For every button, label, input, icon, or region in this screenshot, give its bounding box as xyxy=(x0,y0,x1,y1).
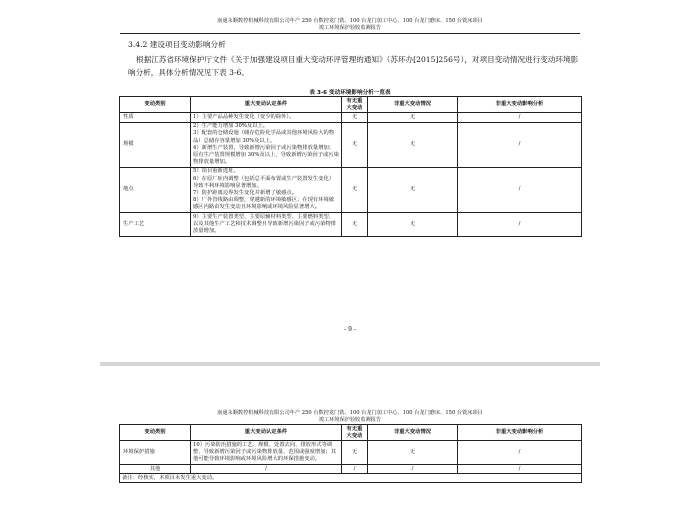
section-title: 3.4.2 建设项目变动影响分析 xyxy=(128,40,226,49)
condition-item: 9）主要生产装置类型、主要原辅材料类型、主要燃料类型、以及其他生产工艺和技术调整且导致新增污染因子或污染物排放量增加。 xyxy=(193,213,337,234)
row-category: 环境保护措施 xyxy=(120,441,191,465)
row-minor: 无 xyxy=(368,213,458,237)
table-row xyxy=(120,122,582,167)
table-note: 备注：经核实，本项目未发生重大变动。 xyxy=(120,474,582,483)
row-major: 无 xyxy=(342,213,368,237)
condition-item: 4）新增生产装置，导致新增污染因子或污染物排放量增加；原有生产装置规模增加 30%及以上，导致新增污染因子或污染物排放量增加。 xyxy=(193,144,339,166)
condition-item: 6）在原厂址内调整（包括总平面布置或生产装置发生变化）导致不利环境影响显著增加。 xyxy=(193,175,335,189)
header-line-1: 南通永顺数控机械科技有限公司年产 250 台数控龙门铣、100 台龙门加工中心、100 台龙门磨床、150 台铣床项目 xyxy=(217,18,483,24)
row-major: / xyxy=(342,465,368,474)
row-minor: 无 xyxy=(368,113,458,122)
row-minor: / xyxy=(368,465,458,474)
table-caption: 表 3-6 变动环境影响分析一览表 xyxy=(309,90,391,96)
row-minor: 无 xyxy=(368,441,458,465)
page-separator xyxy=(0,358,700,370)
header-line-1: 南通永顺数控机械科技有限公司年产 250 台数控龙门铣、100 台龙门加工中心、100 台龙门磨床、150 台铣床项目 xyxy=(217,410,483,416)
row-category: 生产工艺 xyxy=(120,213,191,237)
row-analysis: / xyxy=(458,122,582,167)
header-analysis: 非重大变动影响分析 xyxy=(458,425,582,441)
change-analysis-table-continued xyxy=(119,424,582,483)
row-minor: 无 xyxy=(368,167,458,212)
row-major: 无 xyxy=(342,122,368,167)
header-major: 有无重大变动 xyxy=(342,97,368,113)
row-minor: 无 xyxy=(368,122,458,167)
table-row xyxy=(120,113,582,122)
row-category: 地点 xyxy=(120,167,191,212)
row-conditions xyxy=(191,167,342,212)
header-category: 变动类别 xyxy=(120,425,191,441)
condition-item: 10）污染防治措施的工艺、规模、处置去向、排放形式等调整，导致新增污染因子或污染物排放量、范围或强度增加；其他可能导致环境影响或环境风险增大的环保措施变动。 xyxy=(193,441,337,463)
condition-item: 1）主要产品品种发生变化（变少的除外）。 xyxy=(193,113,295,120)
row-major: 无 xyxy=(342,441,368,465)
header-condition: 重大变动认定条件 xyxy=(191,97,342,113)
row-conditions xyxy=(191,441,342,465)
table-row xyxy=(120,213,582,237)
header-line-2: 竣工环境保护验收监测报告 xyxy=(318,417,382,423)
row-analysis: / xyxy=(458,213,582,237)
header-minor: 非重大变动情况 xyxy=(368,97,458,113)
table-header-row xyxy=(120,97,582,113)
document-page-2 xyxy=(0,372,700,525)
condition-item: / xyxy=(265,465,267,472)
header-condition: 重大变动认定条件 xyxy=(191,425,342,441)
page-header xyxy=(120,18,580,32)
condition-item: 3）配套的仓储设施（储存危险化学品或其他环境风险大的物品）总储存容量增加 30%及以上。 xyxy=(193,130,335,144)
table-header-row xyxy=(120,425,582,441)
header-rule xyxy=(120,33,580,34)
row-conditions xyxy=(191,465,342,474)
table-row xyxy=(120,441,582,465)
page-number: - 9 - xyxy=(344,326,356,333)
condition-item: 8）厂外管线路由调整，穿越新的环境敏感区；在现有环境敏感区内路由发生变动且环境影响或环境风险显著增大。 xyxy=(193,197,335,211)
row-major: 无 xyxy=(342,167,368,212)
change-analysis-table xyxy=(119,96,582,237)
condition-item: 2）生产能力增加 30%及以上。 xyxy=(193,123,269,130)
row-conditions xyxy=(191,213,342,237)
row-major: 无 xyxy=(342,113,368,122)
header-minor: 非重大变动情况 xyxy=(368,425,458,441)
row-analysis: / xyxy=(458,465,582,474)
header-major: 有无重大变动 xyxy=(342,425,368,441)
header-analysis: 非重大变动影响分析 xyxy=(458,97,582,113)
row-category: 其他 xyxy=(120,465,191,474)
row-analysis: / xyxy=(458,167,582,212)
table-row xyxy=(120,167,582,212)
page-header xyxy=(120,410,580,424)
row-analysis: / xyxy=(458,113,582,122)
body-paragraph: 根据江苏省环境保护厅文件《关于加强建设项目重大变动环评管理的通知》（苏环办[2015]256号），对项目变动情况进行变动环境影响分析，具体分析情况见下表 3-6。 xyxy=(128,55,579,77)
row-analysis: / xyxy=(458,441,582,465)
row-conditions xyxy=(191,122,342,167)
header-line-2: 竣工环境保护验收监测报告 xyxy=(318,25,382,31)
condition-item: 7）防护距离边界发生变化并新增了敏感点。 xyxy=(193,189,298,196)
row-category: 性质 xyxy=(120,113,191,122)
row-conditions xyxy=(191,113,342,122)
header-category: 变动类别 xyxy=(120,97,191,113)
row-category: 规模 xyxy=(120,122,191,167)
condition-item: 5）项目重新选址。 xyxy=(193,168,239,175)
table-row xyxy=(120,465,582,474)
table-note-row xyxy=(120,474,582,483)
